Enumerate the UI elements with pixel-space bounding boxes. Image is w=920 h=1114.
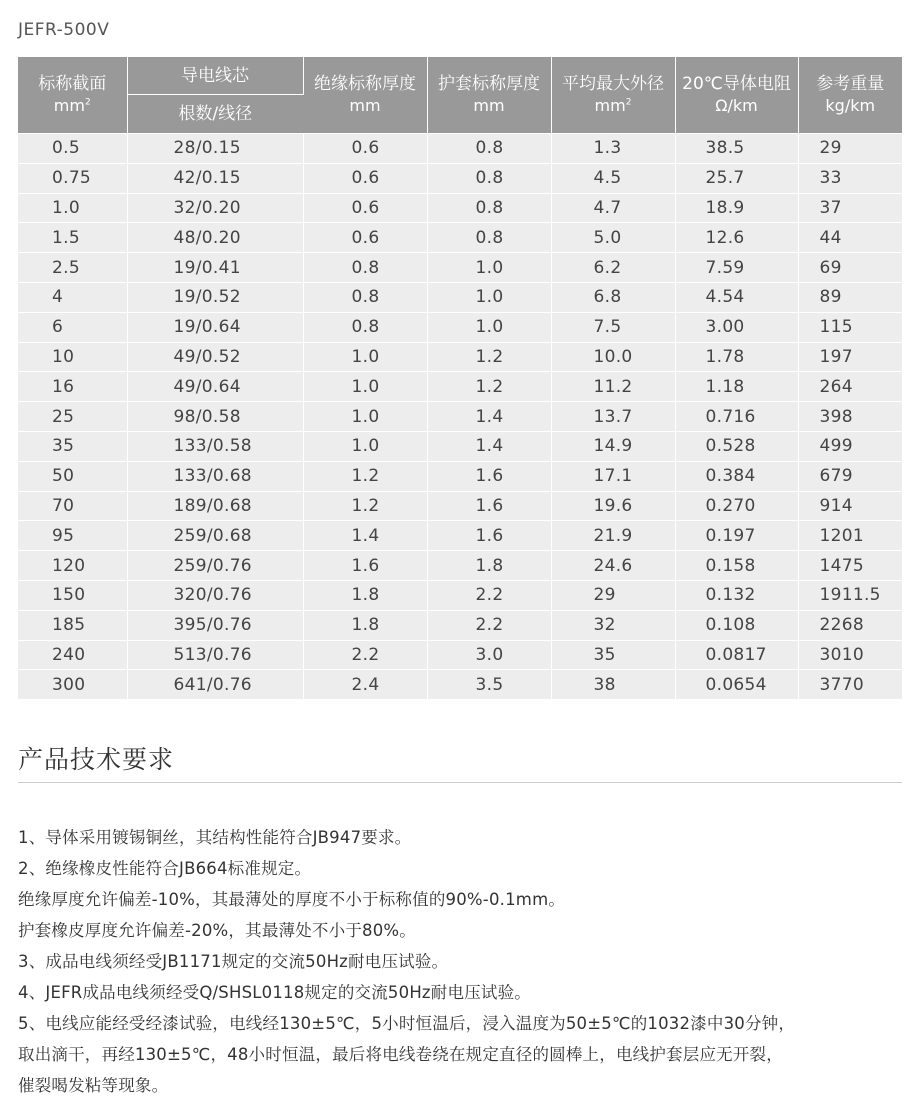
section-divider bbox=[18, 782, 902, 783]
table-row bbox=[18, 521, 902, 551]
table-cell: 2268 bbox=[798, 610, 902, 640]
table-row bbox=[18, 640, 902, 670]
table-cell: 19/0.41 bbox=[127, 253, 303, 283]
table-cell: 1.0 bbox=[427, 282, 551, 312]
table-cell: 19/0.52 bbox=[127, 282, 303, 312]
table-cell: 32/0.20 bbox=[127, 193, 303, 223]
table-cell: 6.2 bbox=[551, 253, 675, 283]
table-cell: 2.2 bbox=[427, 610, 551, 640]
table-cell: 1.0 bbox=[303, 402, 427, 432]
table-cell: 300 bbox=[18, 670, 127, 699]
table-cell: 1.2 bbox=[303, 491, 427, 521]
table-cell: 48/0.20 bbox=[127, 223, 303, 253]
table-cell: 7.59 bbox=[675, 253, 798, 283]
table-cell: 89 bbox=[798, 282, 902, 312]
table-cell: 4.54 bbox=[675, 282, 798, 312]
table-cell: 115 bbox=[798, 312, 902, 342]
table-cell: 38 bbox=[551, 670, 675, 699]
requirement-item: 护套橡皮厚度允许偏差-20%，其最薄处不小于80%。 bbox=[18, 921, 417, 940]
table-row bbox=[18, 402, 902, 432]
table-row bbox=[18, 342, 902, 372]
header-sheath: 护套标称厚度 mm bbox=[427, 57, 551, 134]
table-cell: 19.6 bbox=[551, 491, 675, 521]
table-cell: 0.0654 bbox=[675, 670, 798, 699]
spec-table bbox=[18, 57, 902, 699]
table-row bbox=[18, 312, 902, 342]
table-cell: 37 bbox=[798, 193, 902, 223]
table-cell: 0.716 bbox=[675, 402, 798, 432]
table-cell: 29 bbox=[798, 134, 902, 164]
table-cell: 98/0.58 bbox=[127, 402, 303, 432]
table-cell: 0.158 bbox=[675, 551, 798, 581]
table-cell: 2.2 bbox=[427, 580, 551, 610]
table-cell: 0.8 bbox=[303, 312, 427, 342]
table-cell: 0.8 bbox=[427, 223, 551, 253]
table-cell: 1475 bbox=[798, 551, 902, 581]
table-cell: 0.8 bbox=[427, 134, 551, 164]
table-cell: 395/0.76 bbox=[127, 610, 303, 640]
table-cell: 5.0 bbox=[551, 223, 675, 253]
table-cell: 49/0.64 bbox=[127, 372, 303, 402]
table-cell: 14.9 bbox=[551, 431, 675, 461]
table-cell: 120 bbox=[18, 551, 127, 581]
model-title: JEFR-500V bbox=[18, 20, 110, 40]
table-row bbox=[18, 372, 902, 402]
table-cell: 95 bbox=[18, 521, 127, 551]
table-cell: 1.18 bbox=[675, 372, 798, 402]
requirement-item: 2、绝缘橡皮性能符合JB664标准规定。 bbox=[18, 859, 312, 878]
table-cell: 49/0.52 bbox=[127, 342, 303, 372]
header-conductor-sub: 根数/线径 bbox=[127, 95, 303, 134]
table-row bbox=[18, 282, 902, 312]
table-cell: 1.4 bbox=[427, 402, 551, 432]
header-area: 标称截面 $mm^2$ bbox=[18, 57, 127, 134]
table-cell: 0.5 bbox=[18, 134, 127, 164]
table-cell: 19/0.64 bbox=[127, 312, 303, 342]
table-cell: 679 bbox=[798, 461, 902, 491]
table-cell: 185 bbox=[18, 610, 127, 640]
table-cell: 3.0 bbox=[427, 640, 551, 670]
table-cell: 1.0 bbox=[18, 193, 127, 223]
table-cell: 0.197 bbox=[675, 521, 798, 551]
table-cell: 70 bbox=[18, 491, 127, 521]
table-cell: 1201 bbox=[798, 521, 902, 551]
table-cell: 25.7 bbox=[675, 163, 798, 193]
table-cell: 0.6 bbox=[303, 134, 427, 164]
header-diameter: 平均最大外径 $mm^2$ bbox=[551, 57, 675, 134]
table-cell: 17.1 bbox=[551, 461, 675, 491]
table-cell: 150 bbox=[18, 580, 127, 610]
table-cell: 0.6 bbox=[303, 193, 427, 223]
table-row bbox=[18, 431, 902, 461]
header-weight: 参考重量 kg/km bbox=[798, 57, 902, 134]
table-cell: 1.2 bbox=[427, 372, 551, 402]
table-cell: 50 bbox=[18, 461, 127, 491]
table-cell: 69 bbox=[798, 253, 902, 283]
table-cell: 3770 bbox=[798, 670, 902, 699]
requirements-list bbox=[18, 822, 902, 1101]
table-cell: 38.5 bbox=[675, 134, 798, 164]
table-cell: 1.0 bbox=[427, 253, 551, 283]
table-row bbox=[18, 253, 902, 283]
table-cell: 35 bbox=[18, 431, 127, 461]
table-cell: 320/0.76 bbox=[127, 580, 303, 610]
table-cell: 4.5 bbox=[551, 163, 675, 193]
header-insulation: 绝缘标称厚度 mm bbox=[303, 57, 427, 134]
table-cell: 1.6 bbox=[427, 461, 551, 491]
table-row bbox=[18, 670, 902, 699]
table-cell: 6.8 bbox=[551, 282, 675, 312]
table-cell: 33 bbox=[798, 163, 902, 193]
table-cell: 0.384 bbox=[675, 461, 798, 491]
table-cell: 1.78 bbox=[675, 342, 798, 372]
table-cell: 240 bbox=[18, 640, 127, 670]
table-cell: 12.6 bbox=[675, 223, 798, 253]
table-cell: 1.3 bbox=[551, 134, 675, 164]
table-cell: 32 bbox=[551, 610, 675, 640]
table-cell: 1.2 bbox=[427, 342, 551, 372]
table-cell: 35 bbox=[551, 640, 675, 670]
table-cell: 4 bbox=[18, 282, 127, 312]
table-cell: 0.6 bbox=[303, 163, 427, 193]
table-cell: 0.6 bbox=[303, 223, 427, 253]
table-cell: 10.0 bbox=[551, 342, 675, 372]
requirement-item: 5、电线应能经受经漆试验，电线经130±5℃，5小时恒温后，浸入温度为50±5℃的1032漆中30分钟， 取出滴干，再经130±5℃，48小时恒温，最后将电线卷绕在规定直径的圆棒上，电线护套层应无开裂， 催裂喝发粘等现象。 bbox=[18, 1014, 796, 1095]
table-cell: 259/0.68 bbox=[127, 521, 303, 551]
table-cell: 1.0 bbox=[303, 431, 427, 461]
table-cell: 1.0 bbox=[303, 372, 427, 402]
table-cell: 2.4 bbox=[303, 670, 427, 699]
table-body bbox=[18, 134, 902, 700]
table-cell: 197 bbox=[798, 342, 902, 372]
table-row bbox=[18, 580, 902, 610]
header-conductor: 导电线芯 bbox=[127, 57, 303, 95]
table-cell: 2.2 bbox=[303, 640, 427, 670]
table-row bbox=[18, 461, 902, 491]
requirement-item: 3、成品电线须经受JB1171规定的交流50Hz耐电压试验。 bbox=[18, 952, 449, 971]
table-row bbox=[18, 223, 902, 253]
table-cell: 1.0 bbox=[303, 342, 427, 372]
table-cell: 0.75 bbox=[18, 163, 127, 193]
table-cell: 1911.5 bbox=[798, 580, 902, 610]
table-cell: 4.7 bbox=[551, 193, 675, 223]
table-cell: 0.270 bbox=[675, 491, 798, 521]
table-cell: 1.4 bbox=[303, 521, 427, 551]
table-cell: 3.00 bbox=[675, 312, 798, 342]
table-cell: 7.5 bbox=[551, 312, 675, 342]
table-row bbox=[18, 610, 902, 640]
table-cell: 3010 bbox=[798, 640, 902, 670]
section-title: 产品技术要求 bbox=[18, 745, 175, 774]
table-cell: 1.8 bbox=[427, 551, 551, 581]
table-cell: 25 bbox=[18, 402, 127, 432]
table-cell: 44 bbox=[798, 223, 902, 253]
table-cell: 1.6 bbox=[427, 521, 551, 551]
table-row bbox=[18, 551, 902, 581]
table-cell: 1.5 bbox=[18, 223, 127, 253]
requirement-item: 绝缘厚度允许偏差-10%，其最薄处的厚度不小于标称值的90%-0.1mm。 bbox=[18, 890, 566, 909]
table-header-row bbox=[18, 57, 902, 95]
table-cell: 513/0.76 bbox=[127, 640, 303, 670]
table-cell: 914 bbox=[798, 491, 902, 521]
table-cell: 1.6 bbox=[427, 491, 551, 521]
table-cell: 641/0.76 bbox=[127, 670, 303, 699]
table-cell: 0.528 bbox=[675, 431, 798, 461]
table-cell: 6 bbox=[18, 312, 127, 342]
table-cell: 0.0817 bbox=[675, 640, 798, 670]
table-row bbox=[18, 134, 902, 164]
table-cell: 1.8 bbox=[303, 610, 427, 640]
table-cell: 21.9 bbox=[551, 521, 675, 551]
table-cell: 499 bbox=[798, 431, 902, 461]
requirement-item: 4、JEFR成品电线须经受Q/SHSL0118规定的交流50Hz耐电压试验。 bbox=[18, 983, 531, 1002]
table-cell: 42/0.15 bbox=[127, 163, 303, 193]
table-cell: 28/0.15 bbox=[127, 134, 303, 164]
table-row bbox=[18, 491, 902, 521]
header-resistance: 20℃导体电阻 Ω/km bbox=[675, 57, 798, 134]
table-row bbox=[18, 163, 902, 193]
table-cell: 189/0.68 bbox=[127, 491, 303, 521]
table-cell: 10 bbox=[18, 342, 127, 372]
table-cell: 1.2 bbox=[303, 461, 427, 491]
table-cell: 2.5 bbox=[18, 253, 127, 283]
table-cell: 1.8 bbox=[303, 580, 427, 610]
table-cell: 0.8 bbox=[427, 163, 551, 193]
table-cell: 133/0.58 bbox=[127, 431, 303, 461]
table-cell: 1.6 bbox=[303, 551, 427, 581]
table-cell: 1.4 bbox=[427, 431, 551, 461]
table-cell: 398 bbox=[798, 402, 902, 432]
table-cell: 29 bbox=[551, 580, 675, 610]
table-cell: 13.7 bbox=[551, 402, 675, 432]
requirement-item: 1、导体采用镀锡铜丝，其结构性能符合JB947要求。 bbox=[18, 828, 412, 847]
table-row bbox=[18, 193, 902, 223]
table-cell: 133/0.68 bbox=[127, 461, 303, 491]
table-cell: 0.8 bbox=[303, 253, 427, 283]
table-cell: 18.9 bbox=[675, 193, 798, 223]
table-cell: 259/0.76 bbox=[127, 551, 303, 581]
table-cell: 0.8 bbox=[303, 282, 427, 312]
table-cell: 11.2 bbox=[551, 372, 675, 402]
table-cell: 0.108 bbox=[675, 610, 798, 640]
table-cell: 1.0 bbox=[427, 312, 551, 342]
table-cell: 0.8 bbox=[427, 193, 551, 223]
table-cell: 0.132 bbox=[675, 580, 798, 610]
table-cell: 264 bbox=[798, 372, 902, 402]
table-cell: 24.6 bbox=[551, 551, 675, 581]
table-cell: 3.5 bbox=[427, 670, 551, 699]
table-cell: 16 bbox=[18, 372, 127, 402]
